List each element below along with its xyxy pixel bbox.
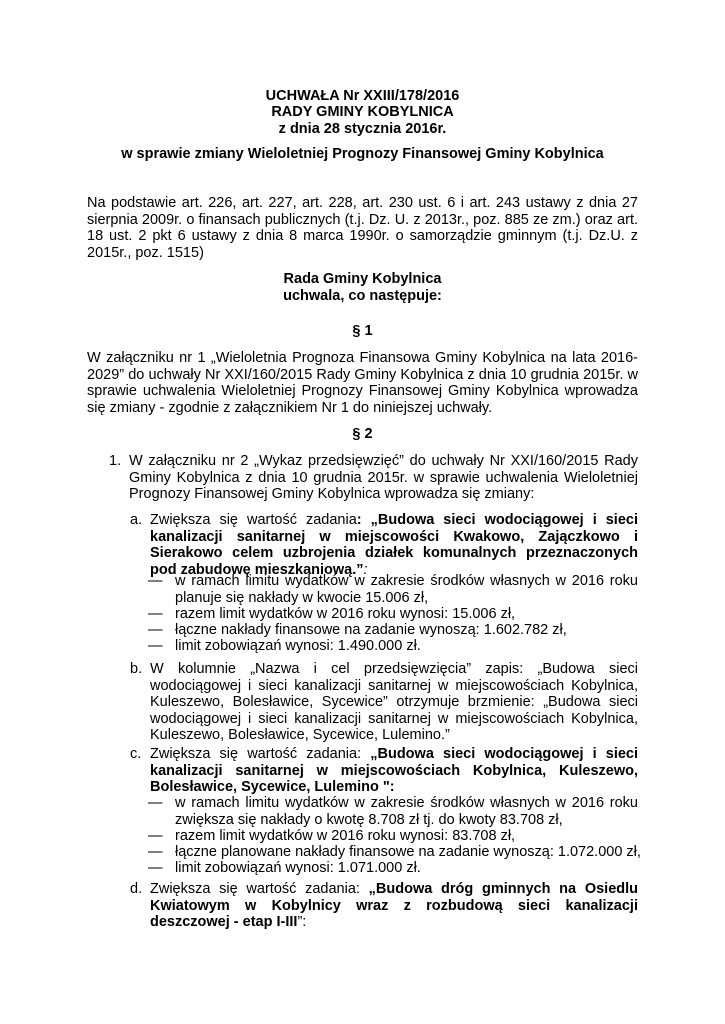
item-1-number: 1. — [109, 453, 122, 469]
item-d-lead: Zwiększa się wartość zadania: — [150, 881, 369, 897]
item-c-lead: Zwiększa się wartość zadania: — [150, 746, 371, 762]
dash-marker: — — [148, 622, 163, 638]
item-a-lead: Zwiększa się wartość zadania — [150, 512, 357, 528]
item-c-dash-1-text: w ramach limitu wydatków w zakresie środków własnych w 2016 roku zwiększa się nakłady o kwotę 8.708 zł tj. do kwoty 83.708 zł, — [175, 795, 638, 828]
item-c-label: c. — [130, 746, 142, 762]
section-1-text: W załączniku nr 1 „Wieloletnia Prognoza Finansowa Gminy Kobylnica na lata 2016-2029” do uchwały Nr XXI/160/2015 Rady Gminy Kobylnica z dnia 10 grudnia 2015r. w sprawie uchwalenia Wieloletniej Prognozy Finansowej Gminy Kobylnica wprowadza się zmiany - zgodnie z załącznikiem Nr 1 do niniejszej uchwały. — [87, 350, 638, 416]
item-c-dash-3 — [148, 844, 645, 861]
item-a-task-name: : „Budowa sieci wodociągowej i sieci kanalizacji sanitarnej w miejscowości Kwakowo, Zajączkowo i Sierakowo celem uzbrojenia działek komunalnych przeznaczonych pod zabudowę mieszkaniową.” — [150, 512, 638, 578]
item-a-dash-2-text: razem limit wydatków w 2016 roku wynosi: 15.006 zł, — [175, 606, 516, 622]
dash-marker: — — [148, 844, 163, 860]
item-a-dash-4-text: limit zobowiązań wynosi: 1.490.000 zł. — [175, 638, 421, 654]
dash-marker: — — [148, 606, 163, 622]
item-c-dash-1 — [148, 795, 638, 828]
dash-marker: — — [148, 573, 163, 589]
item-c-dash-2 — [148, 828, 645, 845]
item-c-task-name: „Budowa sieci wodociągowej i sieci kanalizacji sanitarnej w miejscowościach Kobylnica, Kuleszewo, Bolesławice, Sycewice, Lulemino ": — [150, 746, 639, 795]
dash-marker: — — [148, 828, 163, 844]
item-a-dash-3-text: łączne nakłady finansowe na zadanie wynoszą: 1.602.782 zł, — [175, 622, 567, 638]
resolution-date: z dnia 28 stycznia 2016r. — [278, 121, 447, 137]
item-c-dash-4 — [148, 860, 645, 877]
item-d-tail: ”: — [297, 914, 307, 930]
item-a-dash-4 — [148, 638, 645, 655]
item-b-label: b. — [130, 661, 143, 677]
item-d-label: d. — [130, 881, 143, 897]
item-a-dash-1 — [148, 573, 638, 606]
item-d-text — [150, 881, 638, 931]
resolution-number: UCHWAŁA Nr XXIII/178/2016 — [265, 88, 460, 104]
section-1-heading: § 1 — [352, 323, 373, 339]
item-a-dash-1-text: w ramach limitu wydatków w zakresie środków własnych w 2016 roku planuje się nakłady w kwocie 15.006 zł, — [175, 573, 638, 606]
dash-marker: — — [148, 638, 163, 654]
item-a-tail: : — [363, 561, 368, 578]
item-a-dash-2 — [148, 606, 645, 623]
dash-marker: — — [148, 860, 163, 876]
resolves-line-2: uchwala, co następuje: — [283, 288, 442, 304]
item-a-label: a. — [130, 512, 143, 528]
legal-basis: Na podstawie art. 226, art. 227, art. 228, art. 230 ust. 6 i art. 243 ustawy z dnia 27 sierpnia 2009r. o finansach publicznych (t.j. Dz. U. z 2013r., poz. 885 ze zm.) oraz art. 18 ust. 2 pkt 6 ustawy z dnia 8 marca 1990r. o samorządzie gminnym (t.j. Dz.U. z 2015r., poz. 1515) — [87, 195, 638, 261]
item-a-dash-3 — [148, 622, 645, 639]
item-1-text: W załączniku nr 2 „Wykaz przedsięwzięć” do uchwały Nr XXI/160/2015 Rady Gminy Kobylnica z dnia 10 grudnia 2015r. w sprawie uchwalenia Wieloletniej Prognozy Finansowej Gminy Kobylnica wprowadza się zmiany: — [129, 453, 638, 502]
resolves-line-1: Rada Gminy Kobylnica — [283, 271, 442, 287]
item-c-text — [150, 746, 638, 796]
item-a-text — [150, 512, 638, 578]
council-name: RADY GMINY KOBYLNICA — [271, 104, 454, 120]
item-c-dash-4-text: limit zobowiązań wynosi: 1.071.000 zł. — [175, 860, 421, 876]
item-c-dash-2-text: razem limit wydatków w 2016 roku wynosi: 83.708 zł, — [175, 828, 516, 844]
item-d-task-name: „Budowa dróg gminnych na Osiedlu Kwiatowym w Kobylnicy wraz z rozbudową sieci kanalizacji deszczowej - etap I-III — [150, 881, 638, 930]
resolution-subject: w sprawie zmiany Wieloletniej Prognozy Finansowej Gminy Kobylnica — [121, 146, 604, 162]
dash-marker: — — [148, 795, 163, 811]
item-b-text: W kolumnie „Nazwa i cel przedsięwzięcia” zapis: „Budowa sieci wodociągowej i sieci kanalizacji sanitarnej w miejscowościach Kobylnica, Kuleszewo, Bolesławice, Sycewice” otrzymuje brzmienie: „Budowa sieci wodociągowej i sieci kanalizacji sanitarnej w miejscowościach Kobylnica, Kuleszewo, Bolesławice, Sycewice, Lulemino.” — [150, 661, 638, 743]
item-c-dash-3-text: łączne planowane nakłady finansowe na zadanie wynoszą: 1.072.000 zł, — [175, 844, 641, 860]
section-2-heading: § 2 — [352, 426, 373, 442]
